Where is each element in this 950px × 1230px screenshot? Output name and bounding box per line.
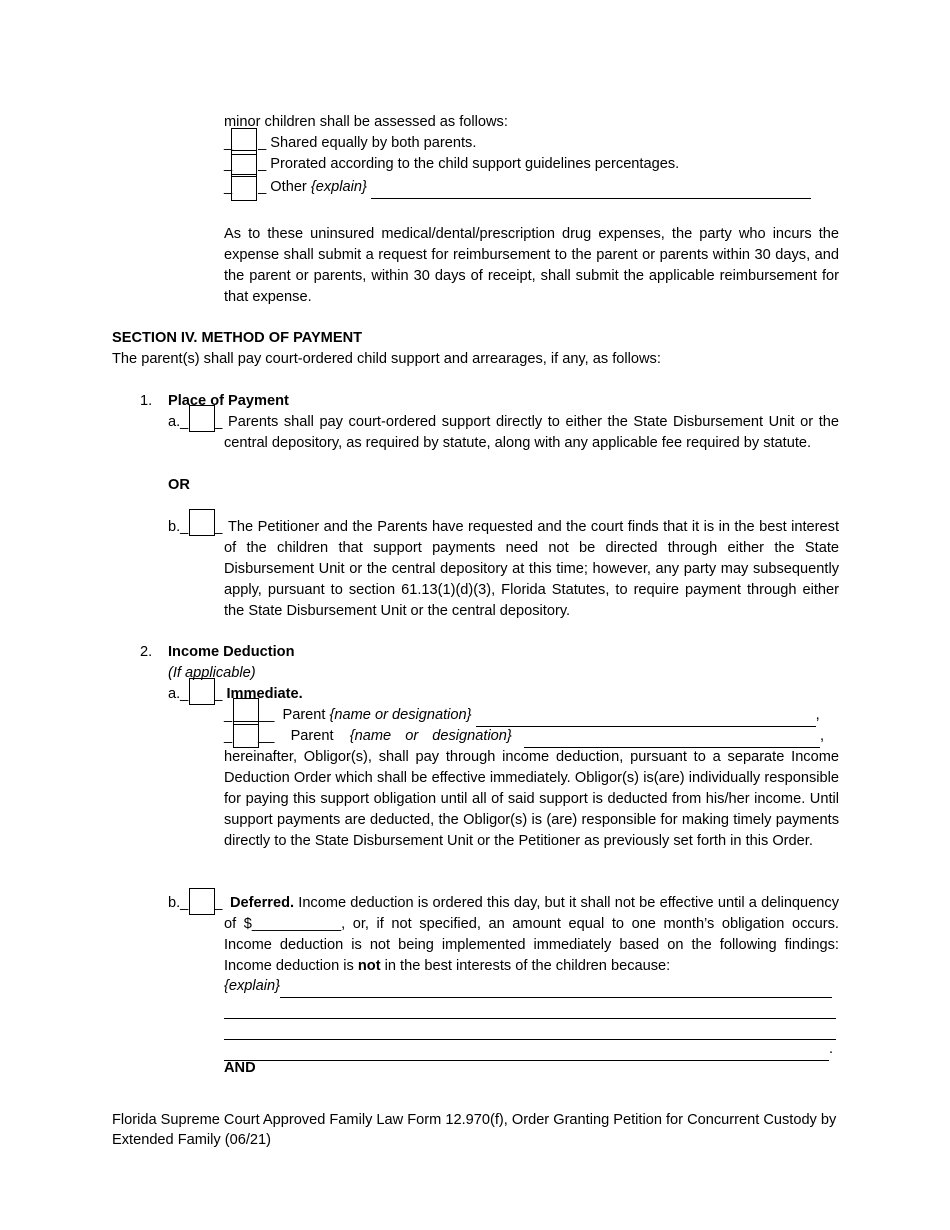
parent-line-2: _ __ Parent {name or designation} ,	[224, 726, 839, 748]
income-b-label: b._ _	[168, 895, 223, 911]
footer-line-1: Florida Supreme Court Approved Family Law Form 12.970(f), Order Granting Petition for Concurrent Custody by	[112, 1112, 837, 1128]
parent-line-1: _ __ Parent {name or designation} ,	[224, 705, 839, 727]
and-label: AND	[224, 1060, 256, 1076]
explain-line-4[interactable]	[224, 1039, 829, 1061]
prorated-checkbox[interactable]	[231, 150, 257, 177]
parent-1-name-field[interactable]	[476, 705, 816, 727]
income-b-text: Deferred. Income deduction is ordered this day, but it shall not be effective until a delinquency of $___________, or, if not specified, an amount equal to one month’s obligation occurs. Income deduction is not being implemented immediately based on the following findings: Income deduction is not in the best interests of the children because:	[224, 895, 839, 974]
explain-field[interactable]	[280, 976, 832, 998]
income-b-checkbox[interactable]	[189, 888, 215, 915]
blank-line-2	[224, 1018, 836, 1040]
option-other: _ _ Other {explain}	[224, 177, 811, 199]
section-title: SECTION IV. METHOD OF PAYMENT	[112, 330, 363, 346]
intro-line: minor children shall be assessed as follows:	[224, 114, 508, 130]
income-applicable: (If applicable)	[168, 665, 256, 681]
place-b-checkbox[interactable]	[189, 509, 215, 536]
place-title: Place of Payment	[168, 393, 289, 409]
other-explain-field[interactable]	[371, 177, 811, 199]
option-shared-equally: _ _ Shared equally by both parents.	[224, 135, 477, 151]
place-a-checkbox[interactable]	[189, 405, 215, 432]
explain-line-2[interactable]	[224, 997, 836, 1019]
income-number: 2.	[140, 644, 153, 660]
footer-line-2: Extended Family (06/21)	[112, 1132, 271, 1148]
parent-2-name-field[interactable]	[524, 726, 820, 748]
place-a-text: Parents shall pay court-ordered support directly to either the State Disbursement Unit or the central depository, as required by statute, along with any applicable fee required by statute.	[224, 414, 839, 451]
blank-line-3: .	[224, 1039, 833, 1061]
reimbursement-paragraph: As to these uninsured medical/dental/prescription drug expenses, the party who incurs the expense shall submit a request for reimbursement to the parent or parents within 30 days, and the parent or parents, within 30 days of receipt, shall submit the applicable reimbursement for that expense.	[224, 226, 839, 305]
option-prorated: _ _ Prorated according to the child support guidelines percentages.	[224, 156, 680, 172]
blank-line-1	[224, 997, 836, 1019]
income-a-checkbox[interactable]	[189, 678, 215, 705]
place-b-text: The Petitioner and the Parents have requested and the court finds that it is in the best interest of the children that support payments need not be directed through either the State Disbursement Unit or the central depository at this time; however, any party may subsequently apply, pursuant to section 61.13(1)(d)(3), Florida Statutes, to require payment through either the State Disbursement Unit or the central depository.	[224, 519, 839, 619]
income-a-label: a._ _ Immediate.	[168, 686, 303, 702]
income-title: Income Deduction	[168, 644, 295, 660]
explain-line-3[interactable]	[224, 1018, 836, 1040]
parent-2-checkbox[interactable]	[233, 721, 259, 748]
income-a-text: hereinafter, Obligor(s), shall pay through income deduction, pursuant to a separate Income Deduction Order which shall be effective immediately. Obligor(s) is(are) individually responsible for paying this support obligation until all of said support is deducted from his/her income. Until support payments are deducted, the Obligor(s) is (are) responsible for making timely payments directly to the State Disbursement Unit or the Petitioner as previously set forth in this Order.	[224, 749, 839, 849]
place-number: 1.	[140, 393, 153, 409]
section-lead: The parent(s) shall pay court-ordered child support and arrearages, if any, as follows:	[112, 351, 661, 367]
place-b-label: b._ _	[168, 519, 223, 535]
or-label: OR	[168, 477, 190, 493]
other-checkbox[interactable]	[231, 174, 257, 201]
explain-line: {explain}	[224, 976, 832, 998]
place-a-label: a._ _	[168, 414, 223, 430]
